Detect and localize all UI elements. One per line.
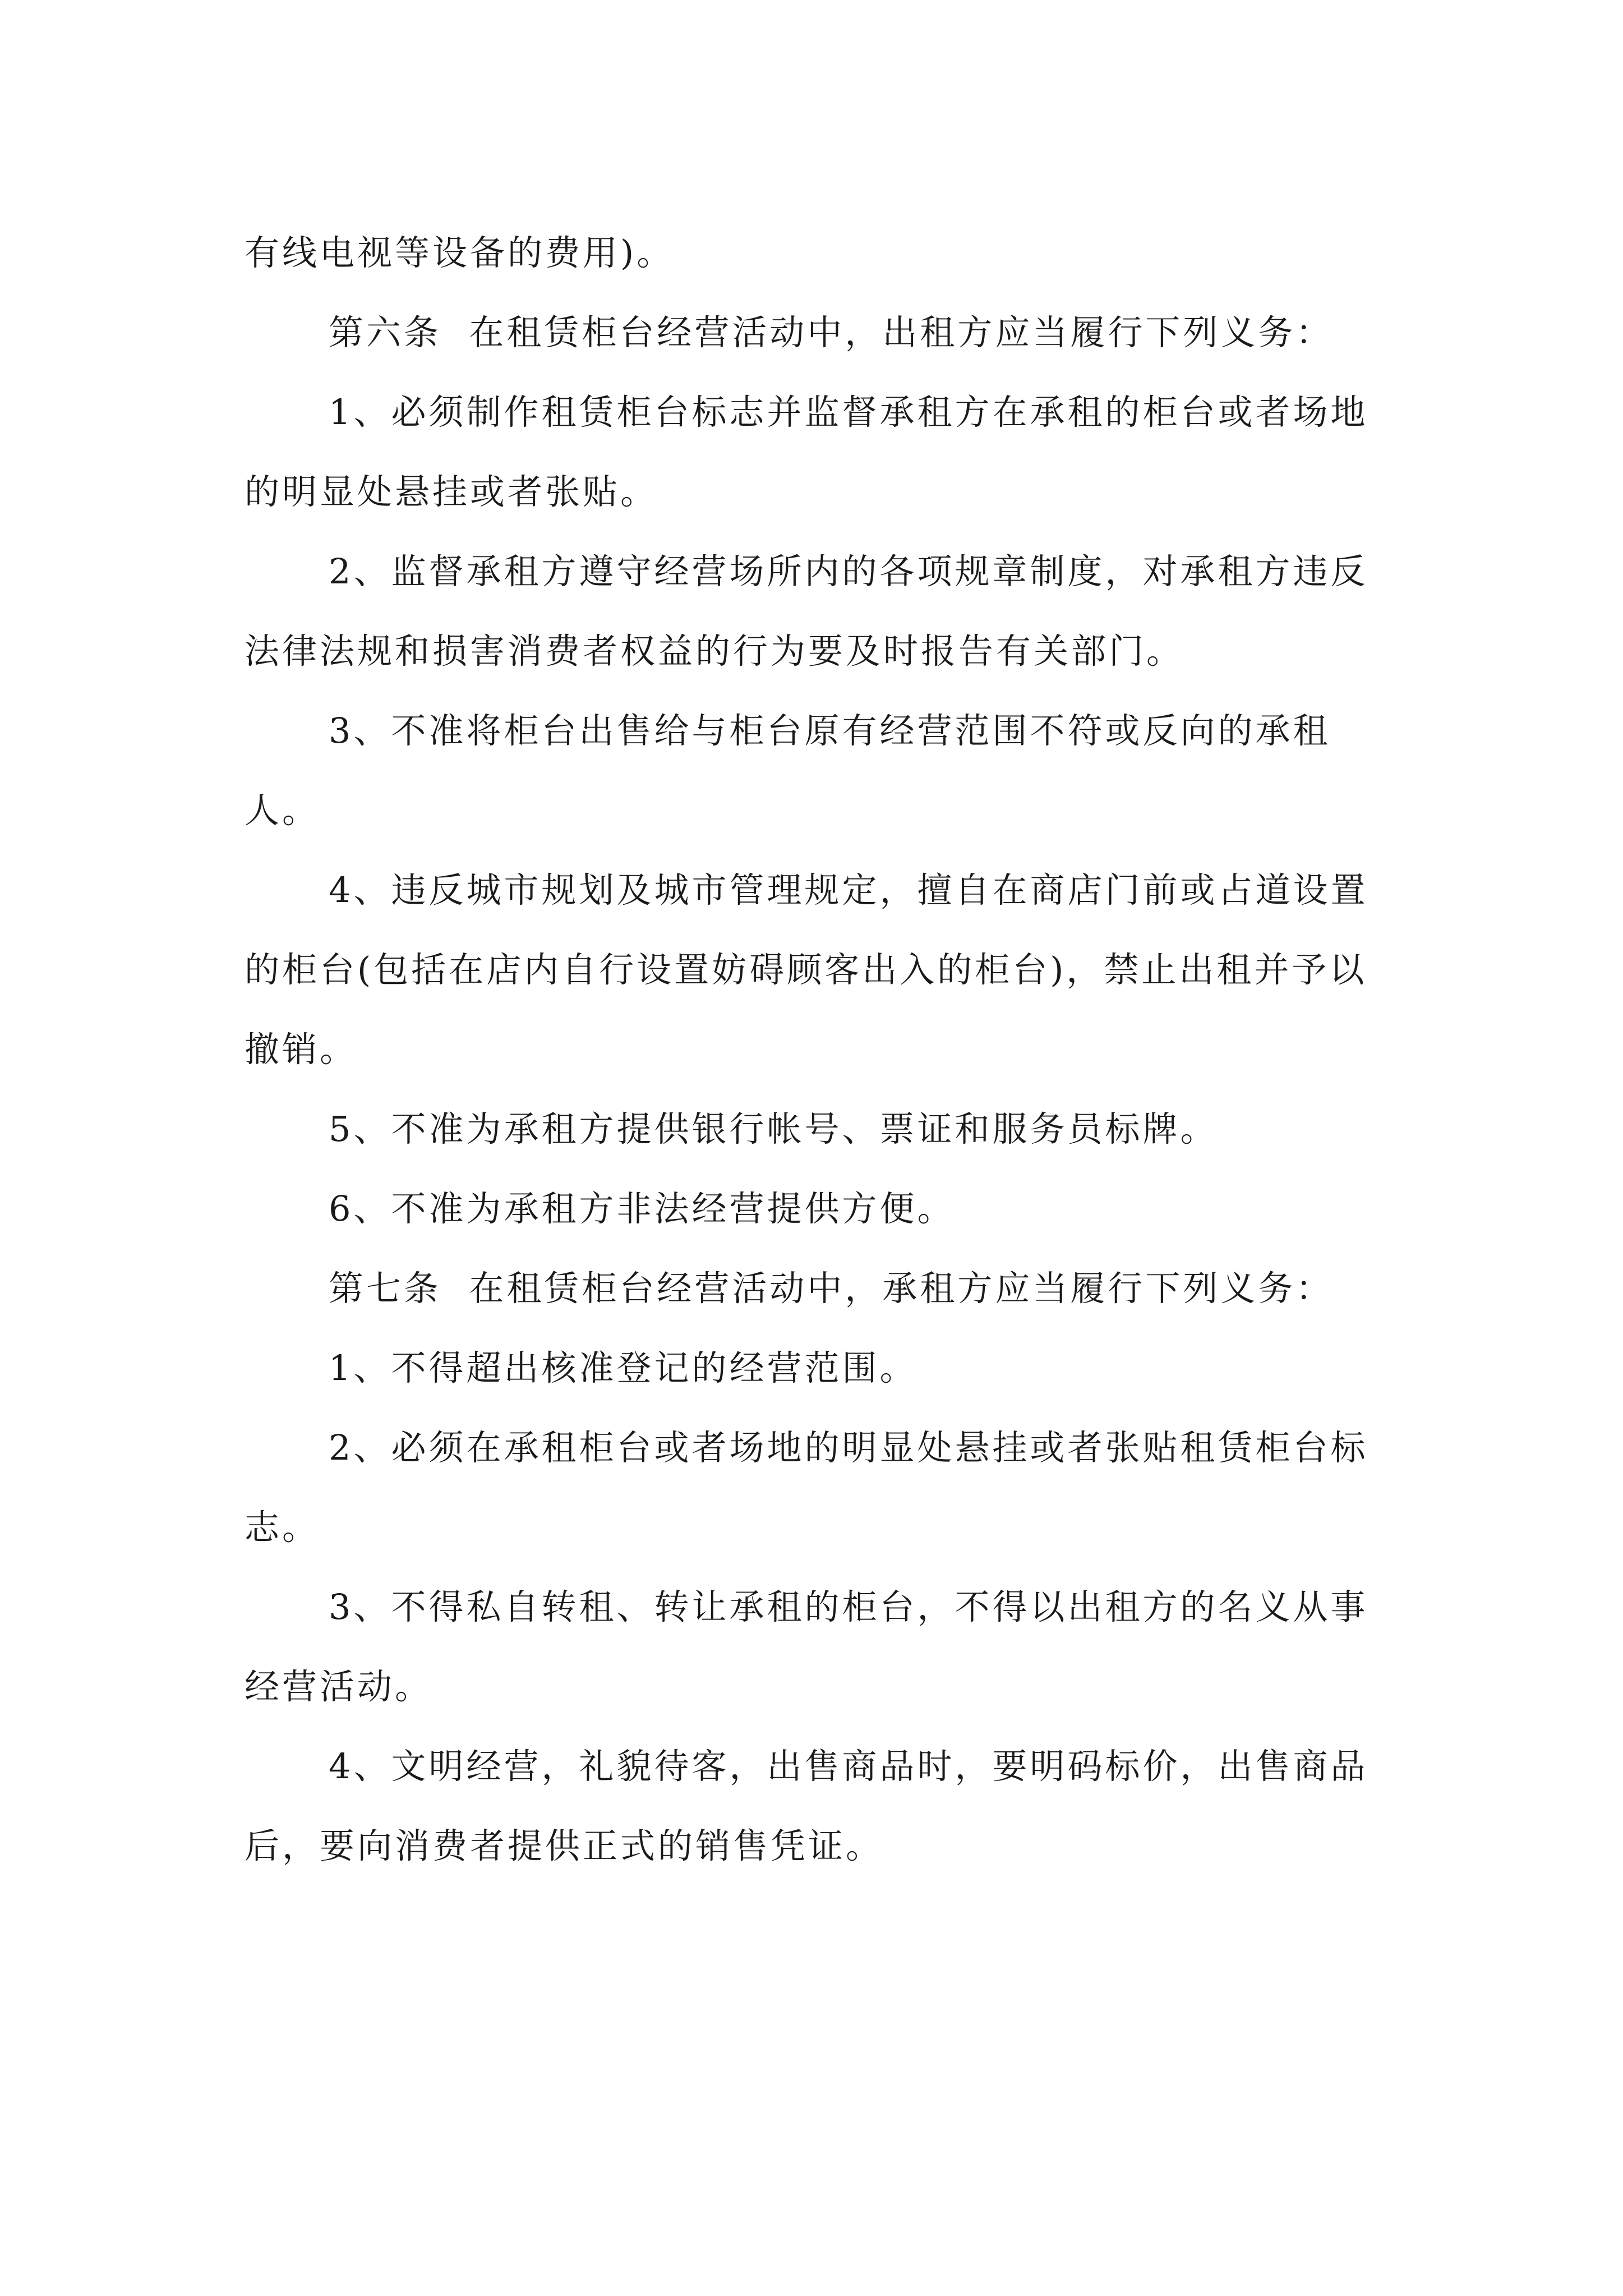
paragraph-article-6-item-3: 3、不准将柜台出售给与柜台原有经营范围不符或反向的承租人。 [245, 710, 1331, 831]
document-body [245, 213, 1389, 1886]
paragraph-article-6-item-4: 4、违反城市规划及城市管理规定，擅自在商店门前或占道设置的柜台(包括在店内自行设置妨碍顾客出入的柜台)，禁止出租并予以撤销。 [245, 869, 1368, 1070]
paragraph-article-7-item-2: 2、必须在承租柜台或者场地的明显处悬挂或者张贴租赁柜台标志。 [245, 1427, 1368, 1548]
paragraph-article-6-item-1: 1、必须制作租赁柜台标志并监督承租方在承租的柜台或者场地的明显处悬挂或者张贴。 [245, 392, 1368, 512]
paragraph-fee-note: 有线电视等设备的费用)。 [245, 232, 675, 273]
paragraph-article-7-item-1: 1、不得超出核准登记的经营范围。 [329, 1347, 917, 1388]
paragraph-article-6-item-5: 5、不准为承租方提供银行帐号、票证和服务员标牌。 [329, 1108, 1218, 1149]
paragraph-article-6-item-6: 6、不准为承租方非法经营提供方便。 [329, 1188, 955, 1229]
paragraph-article-7-item-4: 4、文明经营，礼貌待客，出售商品时，要明码标价，出售商品后，要向消费者提供正式的销售凭证。 [245, 1746, 1368, 1866]
paragraph-article-6: 第六条 在租赁柜台经营活动中，出租方应当履行下列义务： [329, 312, 1334, 353]
paragraph-article-6-item-2: 2、监督承租方遵守经营场所内的各项规章制度，对承租方违反法律法规和损害消费者权益的行为要及时报告有关部门。 [245, 551, 1368, 671]
paragraph-article-7: 第七条 在租赁柜台经营活动中，承租方应当履行下列义务： [329, 1268, 1334, 1309]
paragraph-article-7-item-3: 3、不得私自转租、转让承租的柜台，不得以出租方的名义从事经营活动。 [245, 1586, 1368, 1707]
